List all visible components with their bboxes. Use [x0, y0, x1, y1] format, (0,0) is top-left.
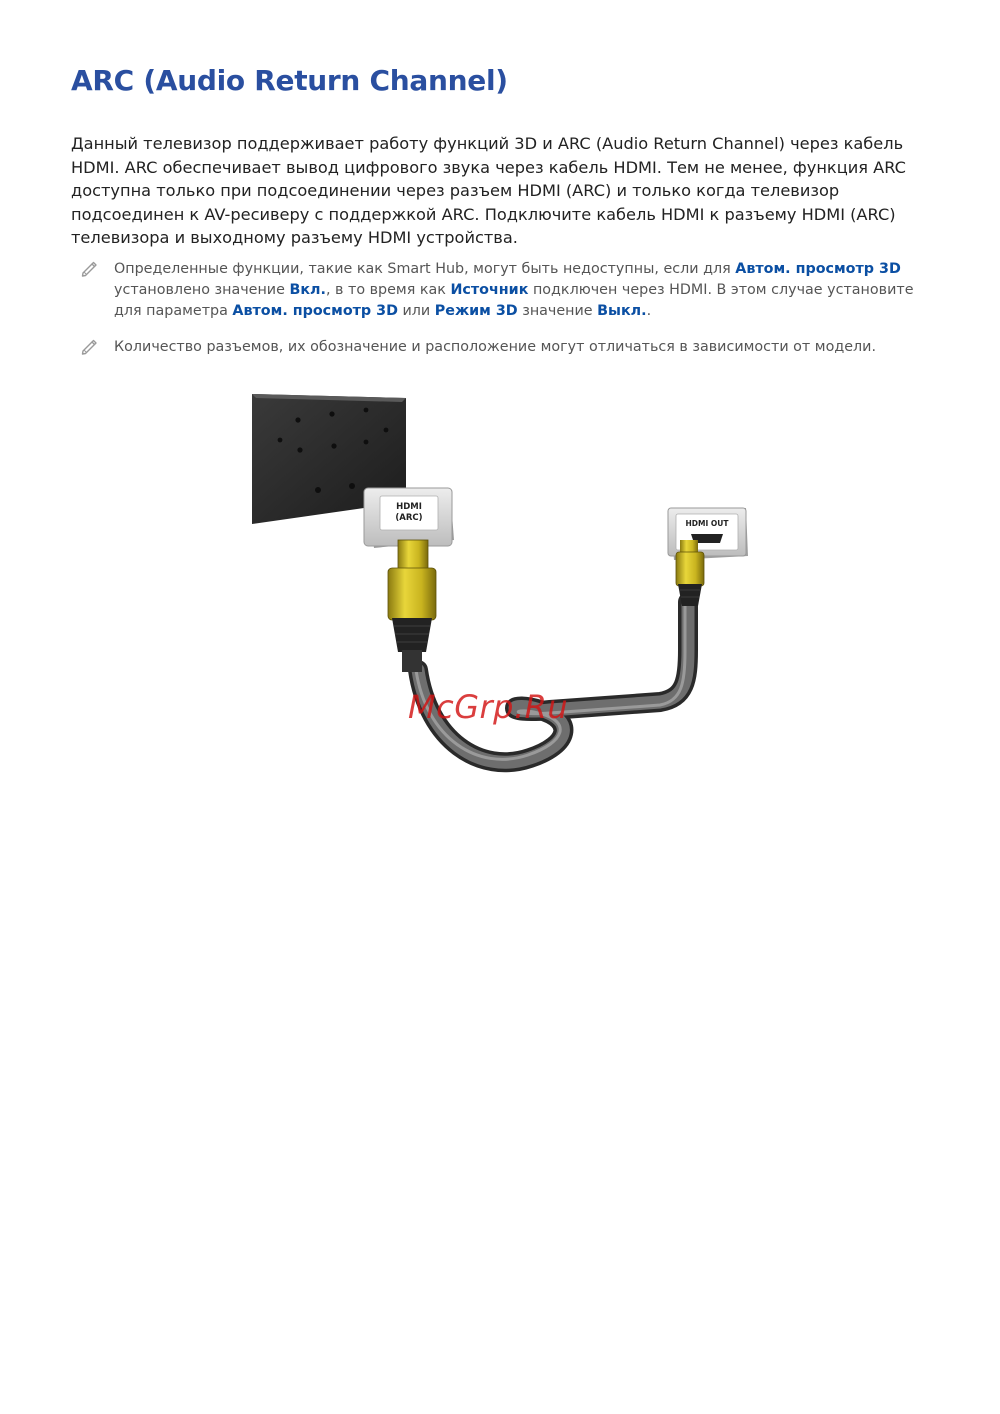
keyword-source: Источник [450, 282, 529, 298]
note-3d-restriction [80, 259, 932, 322]
hdmi-plug-left [388, 540, 436, 672]
intro-paragraph: Данный телевизор поддерживает работу функций 3D и ARC (Audio Return Channel) через кабель HDMI. ARC обеспечивает вывод цифрового звука через кабель HDMI. Тем не менее, функция ARC доступна только при подсоединении через разъем HDMI (ARC) и только когда телевизор подсоединен к AV-ресиверу с поддержкой ARC. Подключите кабель HDMI к разъему HDMI (ARC) телевизора и выходному разъему HDMI устройства. [71, 134, 906, 248]
note-text: Определенные функции, такие как Smart Hub, могут быть недоступны, если для Автом. просмотр 3D установлено значение Вкл., в то время как Источник подключен через HDMI. В этом случае установите для параметра Автом. просмотр 3D или Режим 3D значение Выкл.. [114, 261, 914, 319]
tv-port-label-line2: (ARC) [395, 513, 423, 523]
pencil-icon [80, 259, 114, 322]
keyword-on: Вкл. [289, 282, 326, 298]
keyword-3d-mode: Режим 3D [434, 303, 518, 319]
hdmi-cable [416, 602, 688, 762]
keyword-auto-3d-view: Автом. просмотр 3D [232, 303, 398, 319]
tv-hdmi-arc-port [364, 488, 454, 548]
keyword-auto-3d-view: Автом. просмотр 3D [735, 261, 901, 277]
note-text: Количество разъемов, их обозначение и расположение могут отличаться в зависимости от модели. [114, 339, 876, 355]
device-port-label: HDMI OUT [685, 519, 729, 528]
page-title: ARC (Audio Return Channel) [71, 64, 508, 97]
watermark: McGrp.Ru [408, 688, 569, 726]
tv-port-label-line1: HDMI [396, 502, 422, 512]
keyword-off: Выкл. [597, 303, 647, 319]
hdmi-arc-connection-illustration [240, 380, 770, 790]
pencil-icon [80, 337, 114, 360]
note-connector-variation [80, 337, 932, 360]
